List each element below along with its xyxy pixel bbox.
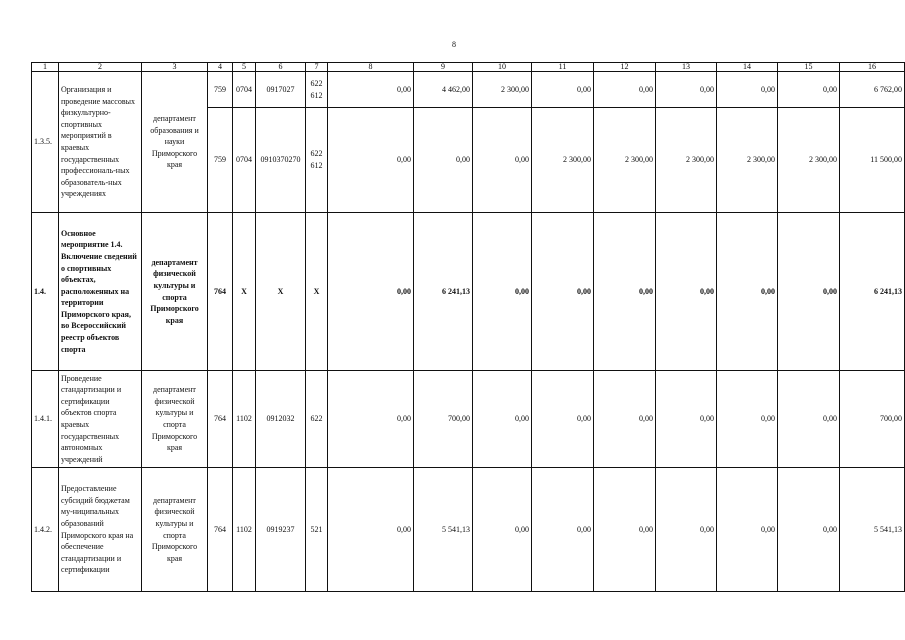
- cell-target-article: 0912032: [256, 371, 306, 468]
- value-cell: 0,00: [532, 72, 594, 108]
- table-row: [32, 72, 905, 108]
- value-cell: 4 462,00: [414, 72, 473, 108]
- value-cell: 0,00: [656, 72, 717, 108]
- cell-target-article: 0910370270: [256, 108, 306, 213]
- col-header: 8: [328, 63, 414, 72]
- value-cell: 0,00: [717, 371, 778, 468]
- cell-target-article: X: [256, 213, 306, 371]
- col-header: 7: [306, 63, 328, 72]
- table-row: [32, 468, 905, 592]
- value-cell: 0,00: [778, 72, 840, 108]
- cell-grbs: 764: [208, 213, 233, 371]
- cell-expense-type: [306, 72, 328, 108]
- cell-section: 0704: [233, 72, 256, 108]
- value-cell: 0,00: [717, 468, 778, 592]
- col-header: 1: [32, 63, 59, 72]
- value-cell: 0,00: [532, 468, 594, 592]
- value-cell: 0,00: [594, 371, 656, 468]
- col-header: 14: [717, 63, 778, 72]
- col-header: 2: [59, 63, 142, 72]
- value-cell: 0,00: [328, 468, 414, 592]
- budget-table: [31, 62, 905, 592]
- cell-expense-type: 622: [306, 371, 328, 468]
- col-header: 10: [473, 63, 532, 72]
- expense-type-1: 622: [310, 78, 323, 88]
- department: департамент физической культуры и спорта Приморского края: [142, 468, 208, 592]
- value-cell: 0,00: [778, 213, 840, 371]
- cell-section: X: [233, 213, 256, 371]
- value-cell: 2 300,00: [656, 108, 717, 213]
- cell-grbs: 764: [208, 468, 233, 592]
- value-cell: 2 300,00: [532, 108, 594, 213]
- value-cell: 0,00: [532, 371, 594, 468]
- cell-expense-type: 521: [306, 468, 328, 592]
- department: департамент образования и науки Приморского края: [142, 72, 208, 213]
- col-header: 6: [256, 63, 306, 72]
- expense-type-2: 612: [310, 161, 323, 170]
- col-header: 3: [142, 63, 208, 72]
- col-header: 5: [233, 63, 256, 72]
- row-number: 1.4.2.: [32, 468, 59, 592]
- value-cell: 0,00: [594, 468, 656, 592]
- value-cell: 2 300,00: [717, 108, 778, 213]
- total-cell: 5 541,13: [840, 468, 905, 592]
- cell-target-article: 0919237: [256, 468, 306, 592]
- value-cell: 0,00: [778, 468, 840, 592]
- page-number: 8: [452, 40, 456, 49]
- department: департамент физической культуры и спорта Приморского края: [142, 371, 208, 468]
- value-cell: 0,00: [328, 371, 414, 468]
- value-cell: 0,00: [594, 72, 656, 108]
- cell-grbs: 759: [208, 72, 233, 108]
- value-cell: 0,00: [328, 213, 414, 371]
- total-cell: 700,00: [840, 371, 905, 468]
- cell-target-article: 0917027: [256, 72, 306, 108]
- value-cell: 0,00: [717, 72, 778, 108]
- col-header: 16: [840, 63, 905, 72]
- header-row: [32, 63, 905, 72]
- col-header: 4: [208, 63, 233, 72]
- cell-grbs: 759: [208, 108, 233, 213]
- expense-type-2: 612: [310, 90, 323, 100]
- value-cell: 5 541,13: [414, 468, 473, 592]
- department: департамент физической культуры и спорта Приморского края: [142, 213, 208, 371]
- measure-name: Предоставление субсидий бюджетам му-ниципальных образований Приморского края на обеспечение стандартизации и сертификации: [59, 468, 142, 592]
- value-cell: 0,00: [328, 108, 414, 213]
- table-row: [32, 213, 905, 371]
- row-number: 1.4.1.: [32, 371, 59, 468]
- col-header: 11: [532, 63, 594, 72]
- value-cell: 0,00: [656, 371, 717, 468]
- col-header: 9: [414, 63, 473, 72]
- table-row: [32, 371, 905, 468]
- expense-type-1: 622: [310, 149, 323, 159]
- col-header: 13: [656, 63, 717, 72]
- col-header: 15: [778, 63, 840, 72]
- value-cell: 2 300,00: [594, 108, 656, 213]
- row-number: 1.3.5.: [32, 72, 59, 213]
- value-cell: 0,00: [473, 468, 532, 592]
- value-cell: 0,00: [778, 371, 840, 468]
- value-cell: 0,00: [532, 213, 594, 371]
- value-cell: 0,00: [656, 468, 717, 592]
- value-cell: 0,00: [594, 213, 656, 371]
- cell-expense-type: X: [306, 213, 328, 371]
- measure-name: Организация и проведение массовых физкультурно-спортивных мероприятий в краевых государственных профессиональ-ных образователь-ных учреждениях: [59, 72, 142, 213]
- value-cell: 0,00: [473, 213, 532, 371]
- cell-expense-type: [306, 108, 328, 213]
- row-number: 1.4.: [32, 213, 59, 371]
- cell-section: 1102: [233, 371, 256, 468]
- cell-grbs: 764: [208, 371, 233, 468]
- value-cell: 6 241,13: [414, 213, 473, 371]
- value-cell: 0,00: [414, 108, 473, 213]
- total-cell: 6 241,13: [840, 213, 905, 371]
- value-cell: 2 300,00: [473, 72, 532, 108]
- total-cell: 6 762,00: [840, 72, 905, 108]
- value-cell: 2 300,00: [778, 108, 840, 213]
- measure-name: Проведение стандартизации и сертификации объектов спорта краевых государственных автономных учреждений: [59, 371, 142, 468]
- value-cell: 0,00: [717, 213, 778, 371]
- cell-section: 1102: [233, 468, 256, 592]
- value-cell: 0,00: [656, 213, 717, 371]
- value-cell: 0,00: [473, 371, 532, 468]
- total-cell: 11 500,00: [840, 108, 905, 213]
- value-cell: 0,00: [328, 72, 414, 108]
- value-cell: 0,00: [473, 108, 532, 213]
- col-header: 12: [594, 63, 656, 72]
- cell-section: 0704: [233, 108, 256, 213]
- value-cell: 700,00: [414, 371, 473, 468]
- measure-name: Основное мероприятие 1.4. Включение сведений о спортивных объектах, расположенных на территории Приморского края, во Всероссийский реестр объектов спорта: [59, 213, 142, 371]
